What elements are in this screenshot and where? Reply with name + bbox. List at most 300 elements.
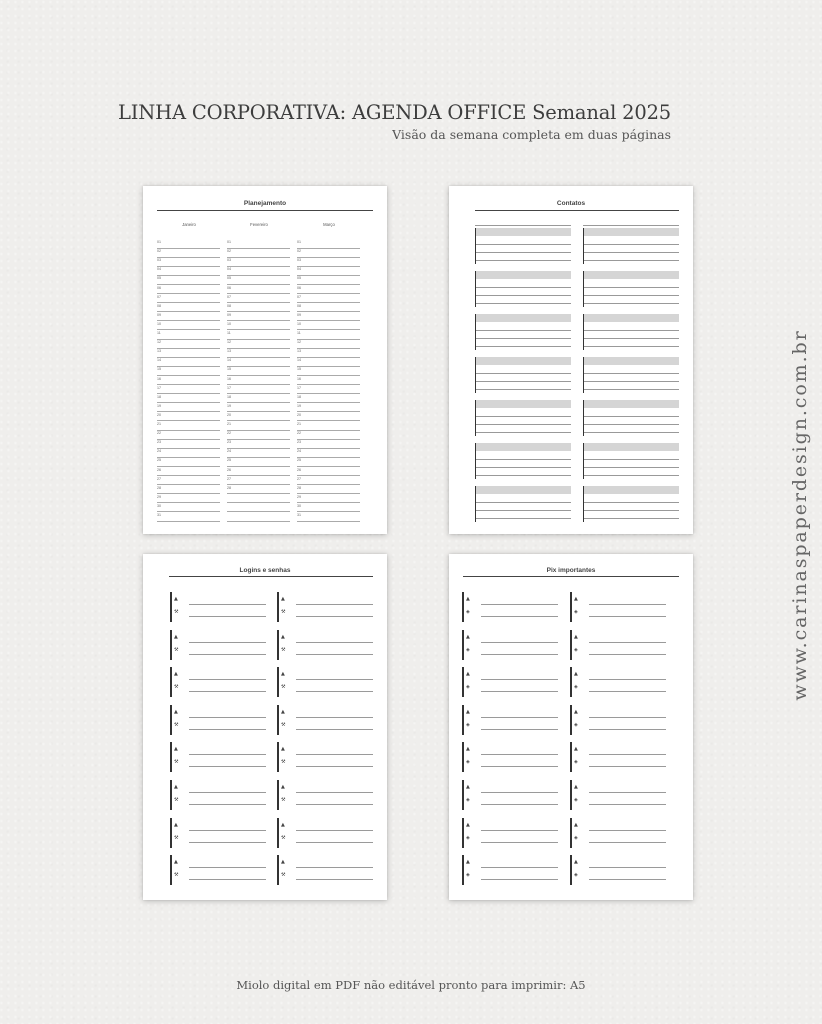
block-bar	[170, 705, 172, 735]
day-row	[297, 267, 360, 276]
name-field	[584, 314, 679, 322]
user-icon: ▲	[466, 708, 470, 715]
pix-icon: ◈	[466, 759, 470, 766]
day-row	[157, 249, 220, 258]
block-bar	[462, 592, 464, 622]
entry-line	[584, 475, 679, 476]
entry-line	[476, 373, 571, 374]
day-line	[297, 311, 360, 312]
day-line	[297, 339, 360, 340]
day-row	[227, 395, 290, 404]
entry-line	[481, 804, 558, 805]
day-number: 04	[227, 267, 231, 272]
day-number: 03	[227, 258, 231, 263]
month-header: Janeiro	[182, 222, 196, 227]
day-row	[297, 349, 360, 358]
day-number: 10	[227, 321, 231, 326]
user-icon: ▲	[281, 859, 285, 866]
day-row	[227, 304, 290, 313]
day-row	[227, 486, 290, 495]
day-line	[297, 439, 360, 440]
day-number: 07	[227, 294, 231, 299]
key-icon: ⚒	[174, 646, 179, 653]
user-icon: ▲	[281, 746, 285, 753]
user-icon: ▲	[574, 671, 578, 678]
entry-line	[296, 830, 373, 831]
day-row	[297, 367, 360, 376]
day-line	[157, 393, 220, 394]
day-number: 12	[297, 340, 301, 345]
day-line	[297, 521, 360, 522]
day-number: 26	[297, 467, 301, 472]
entry-line	[476, 295, 571, 296]
entry-line	[589, 867, 666, 868]
day-row	[297, 404, 360, 413]
day-line	[227, 411, 290, 412]
day-row	[227, 322, 290, 331]
day-row	[227, 267, 290, 276]
day-number: 19	[157, 403, 161, 408]
user-icon: ▲	[574, 746, 578, 753]
entry-line	[589, 679, 666, 680]
day-number: 13	[227, 349, 231, 354]
user-icon: ▲	[574, 633, 578, 640]
planejamento-page	[143, 186, 387, 534]
entry-line	[476, 467, 571, 468]
entry-line	[481, 654, 558, 655]
entry-line	[584, 389, 679, 390]
entry-block	[462, 818, 558, 848]
day-row	[227, 313, 290, 322]
day-row	[297, 486, 360, 495]
entry-block	[170, 818, 266, 848]
day-line	[157, 457, 220, 458]
day-number: 24	[227, 449, 231, 454]
entry-line	[584, 416, 679, 417]
day-line	[227, 475, 290, 476]
day-line	[227, 393, 290, 394]
contact-block	[475, 486, 571, 522]
day-number: 02	[157, 249, 161, 254]
entry-block	[570, 855, 666, 885]
day-number: 17	[157, 385, 161, 390]
contact-block	[475, 443, 571, 479]
day-number: 06	[157, 285, 161, 290]
day-number: 07	[157, 294, 161, 299]
day-row	[227, 468, 290, 477]
day-row	[297, 513, 360, 522]
contact-block	[583, 486, 679, 522]
day-line	[227, 348, 290, 349]
entry-line	[189, 830, 266, 831]
user-icon: ▲	[574, 708, 578, 715]
day-row	[297, 304, 360, 313]
entry-line	[189, 691, 266, 692]
contact-block	[475, 228, 571, 264]
day-row	[157, 295, 220, 304]
day-number: 29	[297, 494, 301, 499]
key-icon: ⚒	[281, 684, 286, 691]
key-icon: ⚒	[281, 872, 286, 879]
day-line	[297, 511, 360, 512]
entry-block	[462, 592, 558, 622]
entry-block	[570, 630, 666, 660]
entry-block	[277, 592, 373, 622]
day-row	[157, 386, 220, 395]
day-number: 05	[297, 276, 301, 281]
day-line	[157, 430, 220, 431]
entry-block	[570, 742, 666, 772]
entry-block	[170, 855, 266, 885]
day-number: 15	[157, 367, 161, 372]
entry-line	[476, 260, 571, 261]
day-number: 09	[157, 312, 161, 317]
day-row	[297, 468, 360, 477]
day-number: 31	[157, 513, 161, 517]
day-line	[297, 384, 360, 385]
entry-line	[189, 604, 266, 605]
block-bar	[570, 592, 572, 622]
day-row	[157, 304, 220, 313]
user-icon: ▲	[466, 633, 470, 640]
day-number: 01	[227, 240, 231, 244]
day-line	[227, 511, 290, 512]
day-line	[227, 448, 290, 449]
day-number: 21	[297, 422, 301, 426]
day-line	[297, 484, 360, 485]
day-row	[157, 404, 220, 413]
block-bar	[277, 705, 279, 735]
day-row	[157, 495, 220, 504]
day-number: 11	[227, 331, 231, 335]
pix-icon: ◈	[466, 797, 470, 803]
day-line	[227, 402, 290, 403]
key-icon: ⚒	[174, 684, 179, 691]
day-number: 18	[227, 394, 231, 399]
user-icon: ▲	[281, 671, 285, 678]
day-row	[297, 395, 360, 404]
day-number: 22	[157, 431, 161, 436]
entry-line	[481, 717, 558, 718]
name-field	[584, 400, 679, 408]
day-row	[227, 477, 290, 486]
contact-block	[583, 314, 679, 350]
user-icon: ▲	[174, 746, 178, 753]
entry-line	[296, 867, 373, 868]
block-bar	[277, 742, 279, 772]
day-line	[297, 329, 360, 330]
entry-line	[481, 842, 558, 843]
entry-line	[476, 518, 571, 519]
day-number: 31	[297, 513, 301, 517]
block-bar	[570, 780, 572, 810]
day-number: 21	[227, 422, 231, 426]
pix-icon: ◈	[574, 759, 578, 766]
entry-line	[589, 604, 666, 605]
block-bar	[570, 630, 572, 660]
entry-line	[481, 729, 558, 730]
day-row	[227, 358, 290, 367]
user-icon: ▲	[281, 596, 285, 602]
entry-line	[589, 754, 666, 755]
day-row	[297, 495, 360, 504]
day-number: 17	[227, 385, 231, 390]
entry-line	[481, 679, 558, 680]
day-row	[227, 513, 290, 522]
day-number: 02	[297, 249, 301, 254]
name-field	[476, 486, 571, 494]
entry-line	[589, 691, 666, 692]
day-line	[297, 284, 360, 285]
pix-icon: ◈	[466, 721, 470, 728]
day-line	[297, 293, 360, 294]
user-icon: ▲	[174, 859, 178, 866]
day-row	[227, 458, 290, 467]
entry-line	[296, 642, 373, 643]
day-line	[297, 357, 360, 358]
day-number: 24	[157, 449, 161, 454]
entry-line	[476, 303, 571, 304]
day-number: 05	[157, 276, 161, 281]
name-field	[584, 443, 679, 451]
entry-line	[189, 754, 266, 755]
user-icon: ▲	[174, 633, 178, 640]
day-number: 16	[157, 376, 161, 381]
day-row	[297, 258, 360, 267]
user-icon: ▲	[281, 708, 285, 715]
day-row	[157, 258, 220, 267]
entry-line	[189, 642, 266, 643]
entry-line	[589, 830, 666, 831]
block-bar	[462, 630, 464, 660]
day-number: 28	[227, 485, 231, 490]
contact-block	[475, 357, 571, 393]
user-icon: ▲	[466, 821, 470, 828]
entry-block	[570, 592, 666, 622]
entry-line	[589, 729, 666, 730]
day-number: 04	[297, 267, 301, 272]
day-line	[297, 348, 360, 349]
day-line	[227, 339, 290, 340]
entry-line	[476, 502, 571, 503]
key-icon: ⚒	[174, 797, 179, 803]
entry-line	[476, 475, 571, 476]
day-number: 25	[227, 458, 231, 463]
entry-line	[584, 510, 679, 511]
day-row	[227, 431, 290, 440]
key-icon: ⚒	[281, 609, 286, 615]
day-number: 27	[227, 476, 231, 481]
entry-line	[584, 381, 679, 382]
pix-title: Pix importantes	[546, 567, 596, 574]
day-row	[227, 295, 290, 304]
day-row	[157, 486, 220, 495]
day-line	[157, 302, 220, 303]
day-line	[157, 311, 220, 312]
user-icon: ▲	[174, 671, 178, 678]
day-row	[157, 413, 220, 422]
day-line	[157, 366, 220, 367]
entry-block	[462, 705, 558, 735]
block-bar	[277, 780, 279, 810]
day-line	[297, 502, 360, 503]
day-row	[157, 313, 220, 322]
name-field	[476, 357, 571, 365]
entry-line	[584, 252, 679, 253]
user-icon: ▲	[574, 821, 578, 828]
day-line	[227, 502, 290, 503]
user-icon: ▲	[281, 821, 285, 828]
key-icon: ⚒	[174, 759, 179, 766]
day-number: 20	[297, 412, 301, 417]
day-number: 12	[227, 340, 231, 345]
entry-block	[462, 780, 558, 810]
day-row	[157, 276, 220, 285]
block-bar	[570, 818, 572, 848]
entry-block	[462, 855, 558, 885]
block-bar	[277, 818, 279, 848]
day-line	[227, 248, 290, 249]
user-icon: ▲	[466, 784, 470, 790]
block-bar	[570, 742, 572, 772]
entry-block	[277, 855, 373, 885]
block-bar	[170, 855, 172, 885]
contact-block	[583, 357, 679, 393]
day-number: 22	[297, 431, 301, 436]
pix-icon: ◈	[574, 609, 578, 615]
day-line	[157, 502, 220, 503]
day-row	[157, 440, 220, 449]
entry-block	[570, 667, 666, 697]
day-row	[297, 286, 360, 295]
day-number: 08	[157, 303, 161, 308]
entry-block	[170, 780, 266, 810]
day-number: 14	[157, 358, 161, 363]
day-number: 15	[297, 367, 301, 372]
block-bar	[170, 742, 172, 772]
entry-line	[584, 502, 679, 503]
day-row	[157, 367, 220, 376]
day-number: 26	[157, 467, 161, 472]
pix-icon: ◈	[574, 646, 578, 653]
day-row	[227, 286, 290, 295]
day-number: 18	[157, 394, 161, 399]
entry-line	[189, 879, 266, 880]
key-icon: ⚒	[281, 721, 286, 728]
day-line	[227, 357, 290, 358]
entry-line	[189, 717, 266, 718]
day-row	[157, 377, 220, 386]
entry-line	[589, 616, 666, 617]
day-row	[227, 377, 290, 386]
day-number: 14	[297, 358, 301, 363]
entry-line	[476, 424, 571, 425]
day-line	[297, 466, 360, 467]
day-number: 10	[157, 321, 161, 326]
day-line	[157, 420, 220, 421]
day-row	[157, 504, 220, 513]
entry-block	[277, 630, 373, 660]
entry-line	[476, 459, 571, 460]
day-row	[297, 504, 360, 513]
contact-block	[583, 400, 679, 436]
user-icon: ▲	[466, 596, 470, 602]
block-bar	[570, 667, 572, 697]
entry-line	[296, 616, 373, 617]
day-number: 27	[157, 476, 161, 481]
day-number: 23	[157, 440, 161, 445]
day-line	[157, 284, 220, 285]
pix-icon: ◈	[574, 684, 578, 691]
day-row	[157, 458, 220, 467]
day-row	[157, 267, 220, 276]
entry-line	[189, 792, 266, 793]
day-line	[157, 521, 220, 522]
day-number: 11	[297, 331, 301, 335]
entry-line	[476, 287, 571, 288]
day-row	[297, 458, 360, 467]
day-number: 30	[157, 503, 161, 508]
user-icon: ▲	[574, 859, 578, 866]
day-line	[227, 430, 290, 431]
entry-line	[589, 766, 666, 767]
entry-line	[584, 518, 679, 519]
entry-line	[296, 654, 373, 655]
name-field	[584, 271, 679, 279]
block-bar	[277, 855, 279, 885]
key-icon: ⚒	[281, 834, 286, 841]
day-row	[297, 340, 360, 349]
day-line	[297, 393, 360, 394]
day-line	[227, 275, 290, 276]
entry-line	[296, 717, 373, 718]
entry-line	[189, 679, 266, 680]
entry-line	[481, 766, 558, 767]
footer-note: Miolo digital em PDF não editável pronto para imprimir: A5	[236, 978, 586, 992]
pix-icon: ◈	[466, 872, 470, 879]
pix-icon: ◈	[574, 872, 578, 879]
entry-block	[170, 667, 266, 697]
key-icon: ⚒	[281, 759, 286, 766]
block-bar	[462, 667, 464, 697]
day-number: 19	[227, 403, 231, 408]
day-number: 07	[297, 294, 301, 299]
day-line	[227, 384, 290, 385]
day-number: 30	[297, 503, 301, 508]
entry-line	[584, 346, 679, 347]
entry-line	[481, 867, 558, 868]
entry-line	[476, 381, 571, 382]
pix-icon: ◈	[466, 684, 470, 691]
entry-line	[296, 792, 373, 793]
entry-line	[189, 842, 266, 843]
name-field	[584, 228, 679, 236]
title-rule	[169, 576, 373, 577]
entry-line	[476, 416, 571, 417]
day-number: 25	[157, 458, 161, 463]
entry-line	[481, 604, 558, 605]
entry-block	[170, 705, 266, 735]
day-row	[227, 349, 290, 358]
day-number: 28	[157, 485, 161, 490]
entry-block	[570, 780, 666, 810]
day-line	[157, 493, 220, 494]
day-number: 01	[297, 240, 301, 244]
day-number: 14	[227, 358, 231, 363]
day-row	[227, 367, 290, 376]
entry-line	[296, 691, 373, 692]
entry-line	[189, 616, 266, 617]
